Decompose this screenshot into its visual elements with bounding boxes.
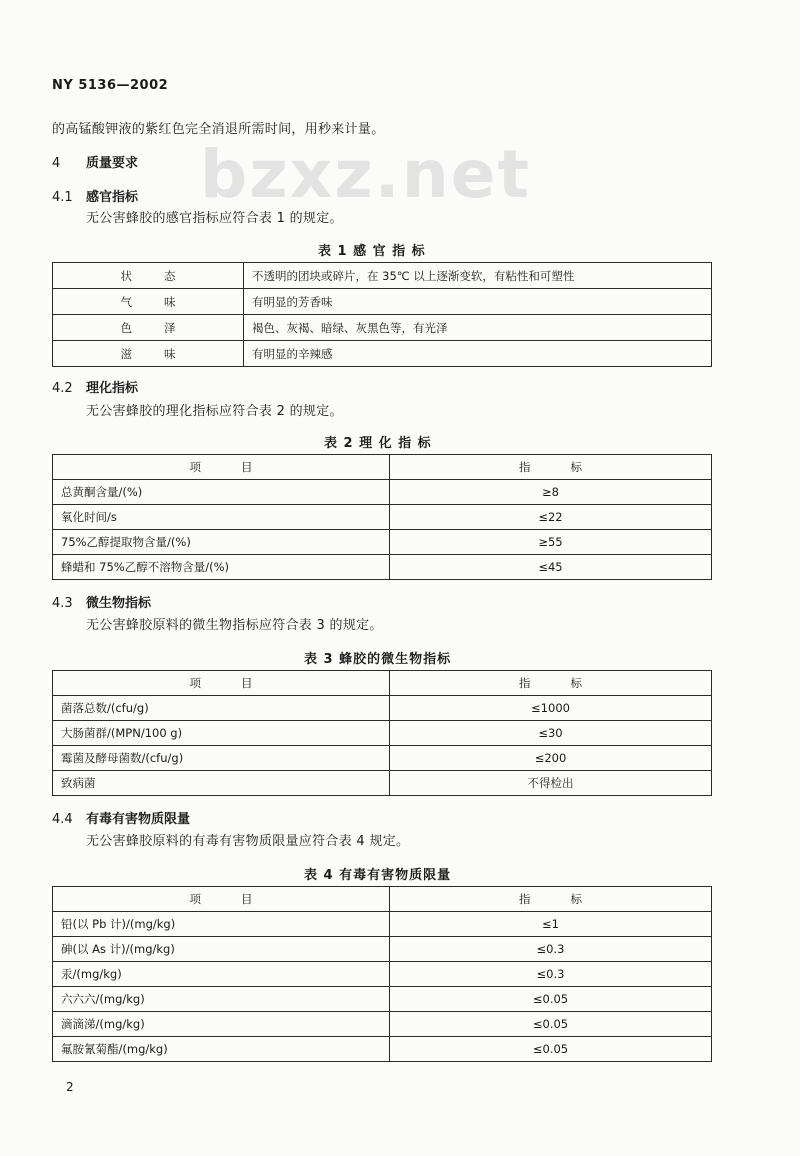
table-cell-value: ≥8 xyxy=(390,480,712,505)
section-4-3-number: 4.3 xyxy=(52,596,73,611)
table-header-item: 项目 xyxy=(53,455,390,480)
table-header-item: 项目 xyxy=(53,887,390,912)
section-4-2-heading xyxy=(52,377,138,396)
table-cell-item: 75%乙醇提取物含量/(%) xyxy=(53,530,390,555)
section-4-number: 4 xyxy=(52,156,61,171)
table-row xyxy=(53,480,712,505)
table-cell-item: 滴滴涕/(mg/kg) xyxy=(53,1012,390,1037)
table-cell-item: 六六六/(mg/kg) xyxy=(53,987,390,1012)
table-row xyxy=(53,555,712,580)
table-cell-item: 滋味 xyxy=(53,341,244,367)
table-cell-item: 大肠菌群/(MPN/100 g) xyxy=(53,721,390,746)
intro-line: 的高锰酸钾液的紫红色完全消退所需时间，用秒来计量。 xyxy=(52,122,385,137)
table-3-caption: 表 3 蜂胶的微生物指标 xyxy=(304,652,452,667)
table-cell-value: ≤0.05 xyxy=(390,987,712,1012)
table-cell-item: 砷(以 As 计)/(mg/kg) xyxy=(53,937,390,962)
table-row xyxy=(53,962,712,987)
table-1-caption: 表 1 感 官 指 标 xyxy=(318,244,426,259)
table-1 xyxy=(52,262,712,367)
table-cell-item: 色泽 xyxy=(53,315,244,341)
section-4-1-title: 感官指标 xyxy=(86,190,139,205)
table-row xyxy=(53,1012,712,1037)
table-cell-item: 菌落总数/(cfu/g) xyxy=(53,696,390,721)
table-header-item: 项目 xyxy=(53,671,390,696)
table-cell-value: ≤200 xyxy=(390,746,712,771)
section-4-3-text: 无公害蜂胶原料的微生物指标应符合表 3 的规定。 xyxy=(86,618,383,633)
table-cell-value: ≤1000 xyxy=(390,696,712,721)
section-4-1-text: 无公害蜂胶的感官指标应符合表 1 的规定。 xyxy=(86,211,343,226)
section-4-4-heading xyxy=(52,808,190,827)
section-4-4-title: 有毒有害物质限量 xyxy=(86,812,191,827)
table-cell-value: 不得检出 xyxy=(390,771,712,796)
table-2-caption: 表 2 理 化 指 标 xyxy=(324,436,432,451)
table-cell-item: 霉菌及酵母菌数/(cfu/g) xyxy=(53,746,390,771)
table-cell-value: ≤45 xyxy=(390,555,712,580)
watermark: bzxz.net xyxy=(200,136,532,213)
doc-id-header: NY 5136—2002 xyxy=(52,78,169,93)
table-row xyxy=(53,771,712,796)
table-cell-item: 致病菌 xyxy=(53,771,390,796)
section-4-4-number: 4.4 xyxy=(52,812,73,827)
table-row xyxy=(53,505,712,530)
section-4-4-text: 无公害蜂胶原料的有毒有害物质限量应符合表 4 规定。 xyxy=(86,834,410,849)
section-4-2-number: 4.2 xyxy=(52,381,73,396)
table-row xyxy=(53,937,712,962)
table-header-row xyxy=(53,455,712,480)
table-2 xyxy=(52,454,712,580)
section-4-2-title: 理化指标 xyxy=(86,381,139,396)
section-4-heading xyxy=(52,152,138,171)
table-cell-item: 蜂蜡和 75%乙醇不溶物含量/(%) xyxy=(53,555,390,580)
table-3 xyxy=(52,670,712,796)
table-cell-value: 不透明的团块或碎片，在 35℃ 以上逐渐变软，有粘性和可塑性 xyxy=(244,263,712,289)
table-cell-value: 有明显的芳香味 xyxy=(244,289,712,315)
table-cell-item: 铅(以 Pb 计)/(mg/kg) xyxy=(53,912,390,937)
table-4 xyxy=(52,886,712,1062)
table-cell-value: 褐色、灰褐、暗绿、灰黑色等，有光泽 xyxy=(244,315,712,341)
table-cell-value: ≤0.3 xyxy=(390,962,712,987)
table-cell-item: 氟胺氰菊酯/(mg/kg) xyxy=(53,1037,390,1062)
table-cell-item: 氧化时间/s xyxy=(53,505,390,530)
table-cell-value: ≤0.05 xyxy=(390,1037,712,1062)
table-cell-item: 总黄酮含量/(%) xyxy=(53,480,390,505)
table-row xyxy=(53,987,712,1012)
table-cell-value: ≥55 xyxy=(390,530,712,555)
table-row xyxy=(53,341,712,367)
table-cell-value: 有明显的辛辣感 xyxy=(244,341,712,367)
table-cell-value: ≤0.3 xyxy=(390,937,712,962)
table-row xyxy=(53,912,712,937)
table-row xyxy=(53,746,712,771)
section-4-3-title: 微生物指标 xyxy=(86,596,152,611)
section-4-title: 质量要求 xyxy=(86,156,139,171)
table-row xyxy=(53,315,712,341)
table-row xyxy=(53,263,712,289)
section-4-1-heading xyxy=(52,186,138,205)
table-header-value: 指标 xyxy=(390,455,712,480)
table-cell-value: ≤22 xyxy=(390,505,712,530)
table-cell-item: 状态 xyxy=(53,263,244,289)
section-4-2-text: 无公害蜂胶的理化指标应符合表 2 的规定。 xyxy=(86,404,343,419)
table-cell-value: ≤0.05 xyxy=(390,1012,712,1037)
table-cell-item: 汞/(mg/kg) xyxy=(53,962,390,987)
table-row xyxy=(53,721,712,746)
table-header-value: 指标 xyxy=(390,671,712,696)
table-cell-value: ≤1 xyxy=(390,912,712,937)
table-header-row xyxy=(53,671,712,696)
section-4-3-heading xyxy=(52,592,151,611)
table-row xyxy=(53,696,712,721)
table-header-row xyxy=(53,887,712,912)
section-4-1-number: 4.1 xyxy=(52,190,73,205)
table-4-caption: 表 4 有毒有害物质限量 xyxy=(304,868,452,883)
table-row xyxy=(53,1037,712,1062)
table-row xyxy=(53,289,712,315)
page-number: 2 xyxy=(66,1080,74,1094)
table-cell-value: ≤30 xyxy=(390,721,712,746)
table-row xyxy=(53,530,712,555)
table-header-value: 指标 xyxy=(390,887,712,912)
table-cell-item: 气味 xyxy=(53,289,244,315)
